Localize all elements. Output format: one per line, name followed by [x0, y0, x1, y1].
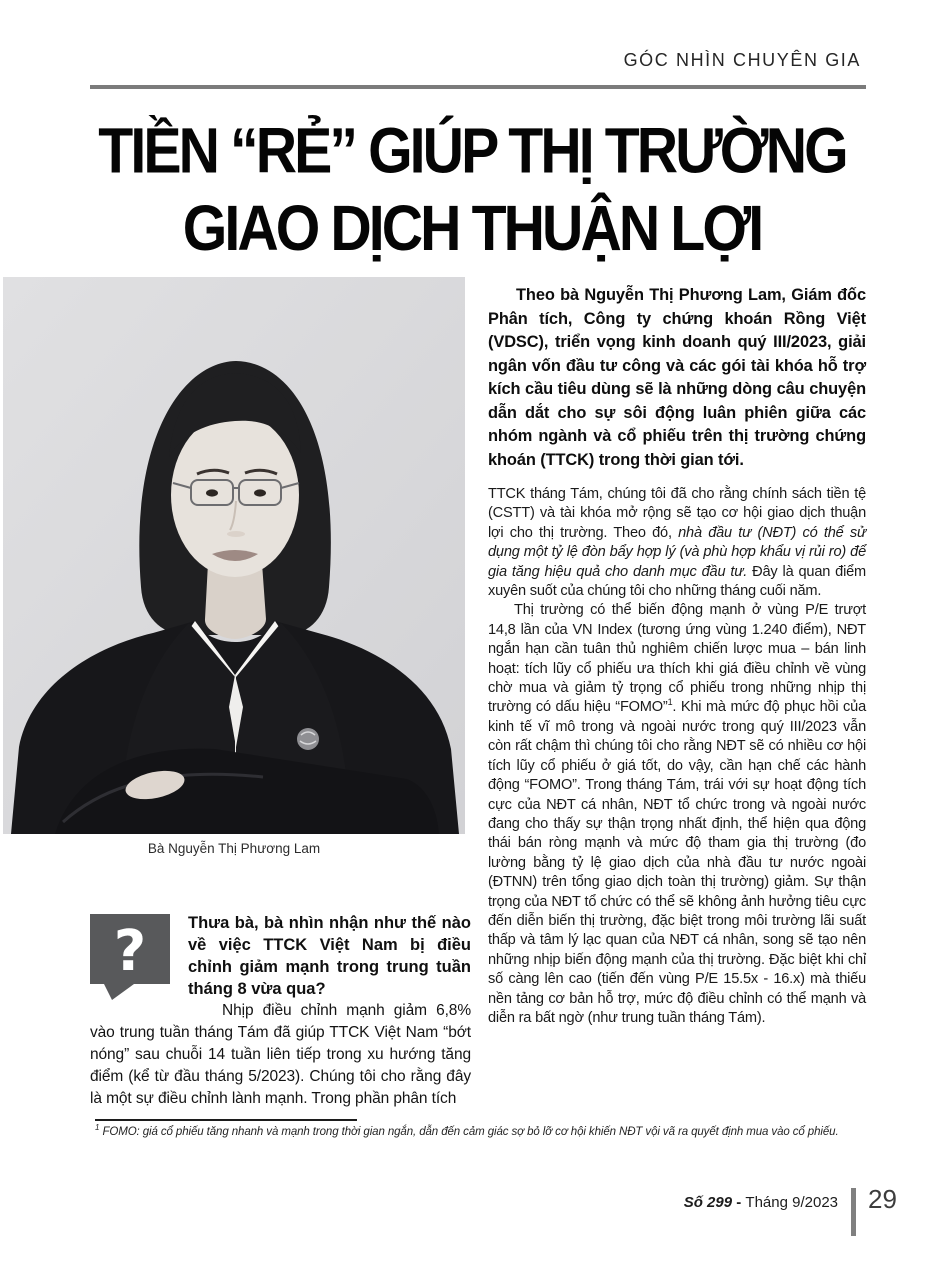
- footer-issue-date: [684, 1194, 838, 1211]
- title-line-1: TIỀN “RẺ” GIÚP THỊ TRƯỜNG: [98, 115, 846, 187]
- footnote-rule: [95, 1119, 357, 1121]
- footer-issue: Số 299: [683, 1194, 733, 1211]
- footer-divider-bar: [851, 1188, 856, 1236]
- article-column: [488, 284, 866, 1028]
- interview-answer: Nhịp điều chỉnh mạnh giảm 6,8% vào trung tuần tháng Tám đã giúp TTCK Việt Nam “bớt nóng” sau chuỗi 14 tuần liên tiếp trong xu hướng tăng điểm (kể từ đầu tháng 5/2023). Chúng tôi cho rằng đây là một sự điều chỉnh lành mạnh. Trong phần phân tích: [90, 1002, 471, 1107]
- footnote: [95, 1123, 875, 1138]
- question-mark-glyph: ?: [113, 919, 147, 984]
- photo-caption: Bà Nguyễn Thị Phương Lam: [147, 841, 321, 856]
- question-bubble-icon: [90, 914, 170, 1000]
- paragraph-1-text-b: Đây là quan điểm xuyên suốt của chúng tôi cho những tháng cuối năm.: [488, 563, 866, 600]
- footer-date: Tháng 9/2023: [745, 1194, 838, 1211]
- article-intro: Theo bà Nguyễn Thị Phương Lam, Giám đốc Phân tích, Công ty chứng khoán Rồng Việt (VDSC), triển vọng kinh doanh quý III/2023, giải ngân vốn đầu tư công và các gói tài khóa hỗ trợ kích cầu tiêu dùng sẽ là những dòng câu chuyện dẫn dắt cho sự sôi động luân phiên giữa các nhóm ngành và cổ phiếu trên thị trường chứng khoán (TTCK) trong thời gian tới.: [488, 286, 866, 469]
- portrait-illustration: [3, 277, 465, 834]
- header-rule: [90, 85, 866, 89]
- paragraph-2-text-a: Thị trường có thể biến động mạnh ở vùng P/E trượt 14,8 lần của VN Index (tương ứng vùng 1.240 điểm), NĐT ngắn hạn cần tuân thủ nghiêm chiến lược mua – bán linh hoạt: tích lũy cổ phiếu ưa thích khi giá điều chỉnh về vùng chờ mua và giảm tỷ trọng cổ phiếu trong những nhịp thị trường có dấu hiệu “FOMO”: [488, 602, 866, 716]
- footnote-marker: 1: [95, 1123, 100, 1133]
- article-paragraph-2: [488, 601, 866, 1028]
- paragraph-2-text-b: . Khi mà mức độ phục hồi của kinh tế vĩ mô trong và ngoài nước trong quý III/2023 vẫn còn rất chậm thì chúng tôi cho rằng NĐT sẽ có nhiều cơ hội tích lũy cổ phiếu ở giá tốt, do vậy, cần hạn chế các hành động “FOMO”. Trong tháng Tám, trái với sự hoạt động tích cực của NĐT cá nhân, NĐT tổ chức trong và ngoài nước đang cho thấy sự thận trọng nhất định, thể hiện qua động thái bán ròng mạnh và mức độ tham gia thị trường (đo lường bằng tỷ lệ giao dịch của nhà đầu tư nước ngoài (ĐTNN) trên tổng giao dịch toàn thị trường) giảm. Sự thận trọng của NĐT tổ chức có thể sẽ không ảnh hưởng tiêu cực đến diễn biến thị trường, đặc biệt trong môi trường lãi suất thấp và tâm lý lạc quan của NĐT cá nhân, song sẽ tạo nên những nhịp biến động mạnh của thị trường. Đặc biệt khi chỉ số càng lên cao (tiến đến vùng P/E 15.5x - 16.x) mà thiếu nền tảng cơ bản hỗ trợ, mức độ điều chỉnh có thể mạnh và diễn ra bất ngờ (như trung tuần tháng Tám).: [488, 699, 866, 1026]
- interview-question: Thưa bà, bà nhìn nhận như thế nào về việc TTCK Việt Nam bị điều chỉnh giảm mạnh trong trung tuần tháng 8 vừa qua?: [188, 914, 471, 998]
- footer-separator: -: [732, 1194, 746, 1211]
- page-number: 29: [868, 1184, 897, 1214]
- page-footer: [0, 1184, 947, 1248]
- interview-question-block: [90, 912, 471, 1110]
- title-line-2: GIAO DỊCH THUẬN LỢI: [182, 193, 762, 265]
- portrait-photo: [3, 277, 465, 834]
- article-paragraph-1: [488, 485, 866, 601]
- paragraph-1-italic: nhà đầu tư (NĐT) có thể sử dụng một tỷ lệ đòn bẩy hợp lý (và phù hợp khẩu vị rủi ro) để gia tăng hiệu quả cho danh mục đầu tư.: [488, 524, 867, 580]
- footnote-text: FOMO: giá cổ phiếu tăng nhanh và mạnh trong thời gian ngắn, dẫn đến cảm giác sợ bỏ lỡ cơ hội khiến NĐT vội vã ra quyết định mua vào cổ phiếu.: [99, 1126, 839, 1138]
- paragraph-1-text-a: TTCK tháng Tám, chúng tôi đã cho rằng chính sách tiền tệ (CSTT) và tài khóa mở rộng sẽ tạo cơ hội giao dịch thuận lợi cho thị trường. Theo đó,: [488, 486, 866, 541]
- article-title: [55, 112, 889, 268]
- section-header: GÓC NHÌN CHUYÊN GIA: [623, 50, 861, 70]
- footnote-reference: 1: [667, 697, 673, 708]
